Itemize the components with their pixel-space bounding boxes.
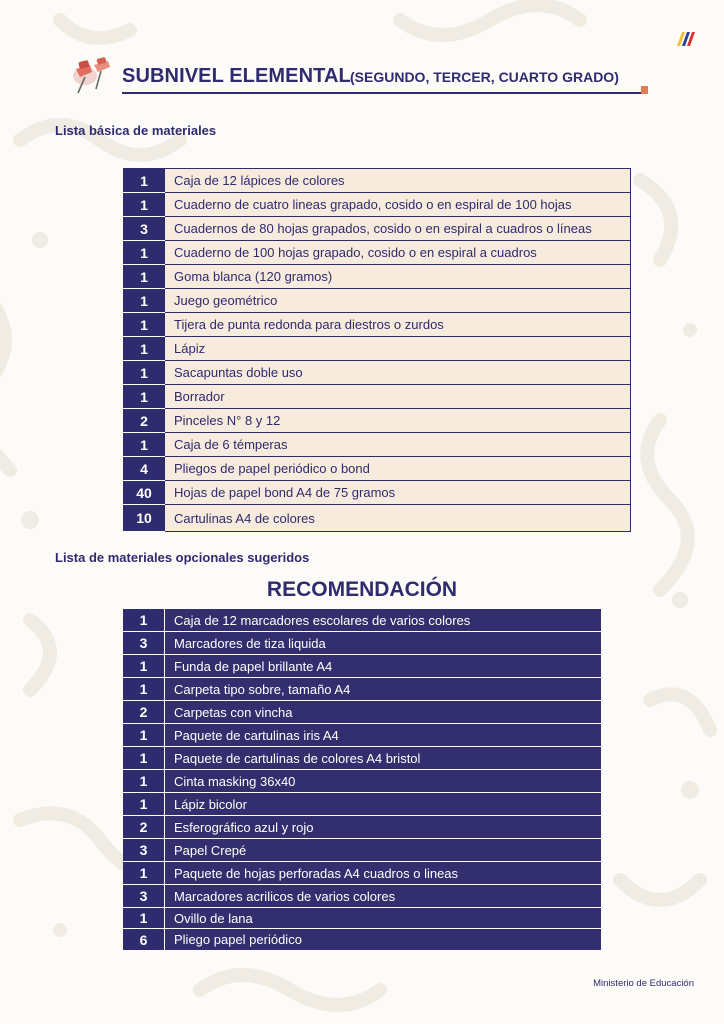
basic-materials-table (123, 168, 631, 532)
header-accent (641, 86, 648, 94)
quantity-cell: 1 (123, 241, 165, 265)
table-row (123, 908, 601, 929)
item-cell: Caja de 12 lápices de colores (165, 169, 630, 193)
footer-ministry: Ministerio de Educación (593, 978, 694, 989)
quantity-cell: 1 (123, 862, 165, 885)
item-cell: Goma blanca (120 gramos) (165, 265, 630, 289)
item-cell: Carpeta tipo sobre, tamaño A4 (165, 678, 601, 701)
quantity-cell: 1 (123, 289, 165, 313)
quantity-cell: 1 (123, 770, 165, 793)
table-row (123, 678, 601, 701)
item-cell: Caja de 6 témperas (165, 433, 630, 457)
table-row (123, 241, 630, 265)
item-cell: Borrador (165, 385, 630, 409)
table-row (123, 313, 630, 337)
quantity-cell: 1 (123, 433, 165, 457)
page-title: SUBNIVEL ELEMENTAL (122, 65, 351, 87)
table-row (123, 770, 601, 793)
table-row (123, 193, 630, 217)
table-row (123, 481, 630, 505)
item-cell: Marcadores de tiza liquida (165, 632, 601, 655)
recommendation-heading: RECOMENDACIÓN (266, 578, 458, 601)
item-cell: Funda de papel brillante A4 (165, 655, 601, 678)
basic-list-label: Lista básica de materiales (55, 123, 217, 138)
table-row (123, 505, 630, 532)
quantity-cell: 1 (123, 193, 165, 217)
quantity-cell: 6 (123, 929, 165, 951)
table-row (123, 457, 630, 481)
table-row (123, 655, 601, 678)
page-subtitle: (SEGUNDO, TERCER, CUARTO GRADO) (350, 69, 619, 85)
item-cell: Hojas de papel bond A4 de 75 gramos (165, 481, 630, 505)
quantity-cell: 3 (123, 217, 165, 241)
item-cell: Pliegos de papel periódico o bond (165, 457, 630, 481)
item-cell: Cuaderno de cuatro lineas grapado, cosido o en espiral de 100 hojas (165, 193, 630, 217)
table-row (123, 609, 601, 632)
table-row (123, 701, 601, 724)
table-row (123, 929, 601, 951)
table-row (123, 839, 601, 862)
table-row (123, 632, 601, 655)
quantity-cell: 1 (123, 655, 165, 678)
push-pins-icon (68, 57, 116, 99)
item-cell: Paquete de cartulinas iris A4 (165, 724, 601, 747)
quantity-cell: 1 (123, 747, 165, 770)
item-cell: Ovillo de lana (165, 908, 601, 929)
item-cell: Lápiz (165, 337, 630, 361)
quantity-cell: 1 (123, 313, 165, 337)
table-row (123, 433, 630, 457)
quantity-cell: 1 (123, 385, 165, 409)
quantity-cell: 1 (123, 724, 165, 747)
quantity-cell: 1 (123, 337, 165, 361)
item-cell: Esferográfico azul y rojo (165, 816, 601, 839)
item-cell: Carpetas con vincha (165, 701, 601, 724)
item-cell: Tijera de punta redonda para diestros o zurdos (165, 313, 630, 337)
item-cell: Marcadores acrilicos de varios colores (165, 885, 601, 908)
table-row (123, 793, 601, 816)
quantity-cell: 1 (123, 908, 165, 929)
table-row (123, 409, 630, 433)
quantity-cell: 10 (123, 505, 165, 532)
item-cell: Cinta masking 36x40 (165, 770, 601, 793)
quantity-cell: 2 (123, 816, 165, 839)
table-row (123, 862, 601, 885)
table-row (123, 724, 601, 747)
table-row (123, 385, 630, 409)
table-row (123, 747, 601, 770)
quantity-cell: 3 (123, 839, 165, 862)
item-cell: Pinceles N° 8 y 12 (165, 409, 630, 433)
item-cell: Cuaderno de 100 hojas grapado, cosido o en espiral a cuadros (165, 241, 630, 265)
table-row (123, 265, 630, 289)
item-cell: Papel Crepé (165, 839, 601, 862)
quantity-cell: 1 (123, 361, 165, 385)
quantity-cell: 4 (123, 457, 165, 481)
quantity-cell: 3 (123, 885, 165, 908)
quantity-cell: 1 (123, 609, 165, 632)
item-cell: Cartulinas A4 de colores (165, 505, 630, 532)
optional-list-label: Lista de materiales opcionales sugeridos (55, 550, 310, 565)
item-cell: Paquete de hojas perforadas A4 cuadros o lineas (165, 862, 601, 885)
table-row (123, 361, 630, 385)
item-cell: Lápiz bicolor (165, 793, 601, 816)
table-row (123, 816, 601, 839)
table-row (123, 217, 630, 241)
quantity-cell: 1 (123, 169, 165, 193)
item-cell: Pliego papel periódico (165, 929, 601, 951)
quantity-cell: 2 (123, 409, 165, 433)
item-cell: Paquete de cartulinas de colores A4 bristol (165, 747, 601, 770)
table-row (123, 885, 601, 908)
table-row (123, 169, 630, 193)
table-row (123, 289, 630, 313)
item-cell: Caja de 12 marcadores escolares de varios colores (165, 609, 601, 632)
item-cell: Sacapuntas doble uso (165, 361, 630, 385)
quantity-cell: 40 (123, 481, 165, 505)
optional-materials-table (123, 609, 601, 951)
item-cell: Juego geométrico (165, 289, 630, 313)
flag-stripes-logo (673, 32, 695, 46)
quantity-cell: 1 (123, 265, 165, 289)
quantity-cell: 1 (123, 678, 165, 701)
table-row (123, 337, 630, 361)
item-cell: Cuadernos de 80 hojas grapados, cosido o en espiral a cuadros o líneas (165, 217, 630, 241)
page-header (122, 62, 642, 94)
quantity-cell: 2 (123, 701, 165, 724)
quantity-cell: 3 (123, 632, 165, 655)
quantity-cell: 1 (123, 793, 165, 816)
